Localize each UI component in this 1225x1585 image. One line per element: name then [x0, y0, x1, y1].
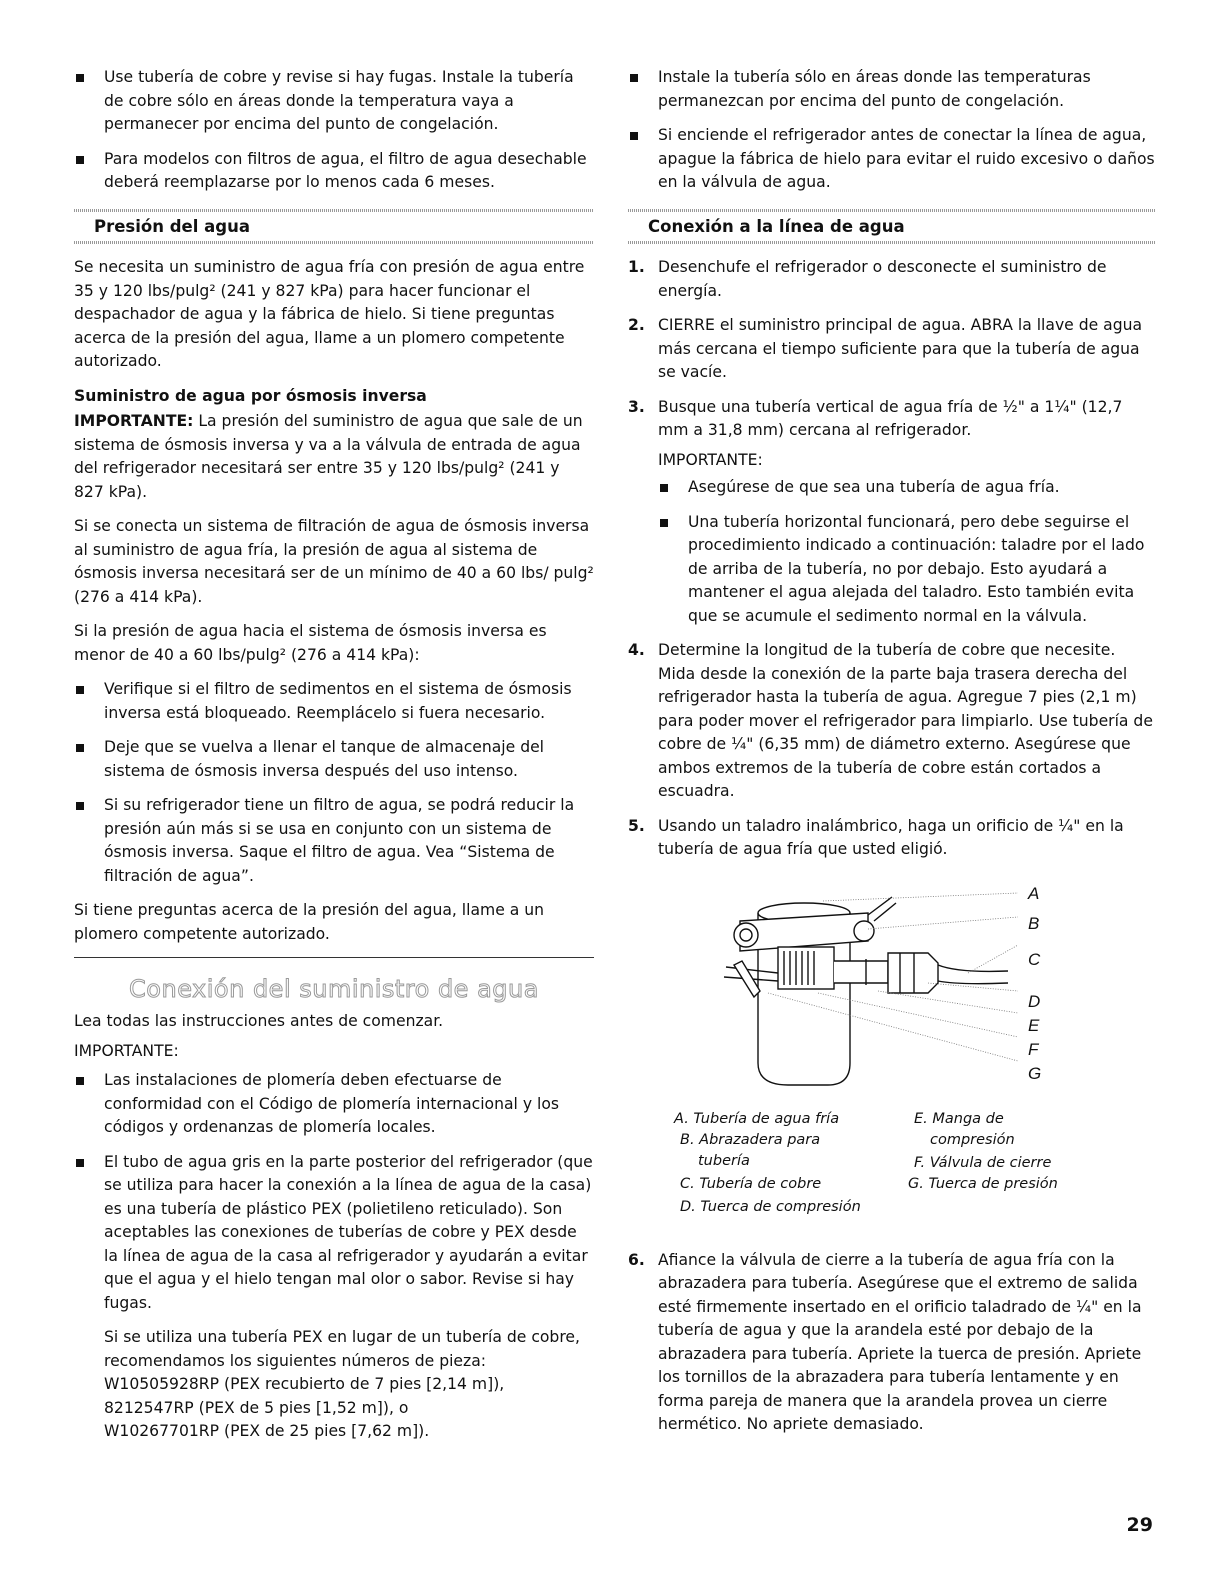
water-pressure-heading: Presión del agua: [74, 209, 594, 243]
ro-paragraph-2: Si se conecta un sistema de filtración de agua de ósmosis inversa al suministro de agua fría, la presión de agua al sistema de ósmosis inversa necesitará ser de un mínimo de 40 a 60 lbs/ pulg² (276 a 414 kPa).: [74, 517, 594, 606]
page-number: 29: [1126, 1514, 1153, 1536]
caption: tubería: [698, 1152, 750, 1169]
list-item: El tubo de agua gris en la parte posterior del refrigerador (que se utiliza para hacer la conexión a la línea de agua de la casa) es una tubería de plástico PEX (polietileno reticulado). Son aceptables las conexiones de tuberías de cobre y PEX desde la línea de agua de la casa al refrigerador y ayudarán a evitar que el agua y el hielo tengan mal olor o sabor. Revise si hay fugas.: [74, 1151, 594, 1316]
list-item: Las instalaciones de plomería deben efectuarse de conformidad con el Código de plomería internacional y los códigos y ordenanzas de plomería locales.: [74, 1069, 594, 1140]
shutoff-valve: [778, 947, 834, 989]
step-item: [628, 639, 1156, 804]
step-item: [628, 1249, 1156, 1437]
steps-list-c: [628, 1249, 1156, 1437]
step3-bullet-list: [658, 476, 1156, 628]
important-bullet-list: [74, 1069, 594, 1315]
caption: B. Abrazadera para: [680, 1131, 821, 1148]
callout-letter: B: [1028, 913, 1040, 933]
steps-list-b: [628, 639, 1156, 862]
list-item: Si su refrigerador tiene un filtro de agua, se podrá reducir la presión aún más si se usa en conjunto con un sistema de ósmosis inversa. Saque el filtro de agua. Vea “Sistema de filtración de agua”.: [74, 794, 594, 888]
list-item: Verifique si el filtro de sedimentos en el sistema de ósmosis inversa está bloqueado. Reemplácelo si fuera necesario.: [74, 678, 594, 725]
step-number: 5.: [628, 816, 645, 835]
step-text: Afiance la válvula de cierre a la tubería de agua fría con la abrazadera para tubería. Asegúrese que el extremo de salida esté firmemente insertado en el orificio taladrado de ¼" en la tubería de agua y que la arandela esté por debajo de la abrazadera para tubería. Apriete la tuerca de presión. Apriete los tornillos de la abrazadera para tubería lentamente y en forma pareja de manera que la arandela provea un cierre hermético. No apriete demasiado.: [658, 1250, 1142, 1433]
step-text: Busque una tubería vertical de agua fría de ½" a 1¼" (12,7 mm a 31,8 mm) cercana al refrigerador.: [658, 397, 1123, 439]
ro-paragraph-3: Si la presión de agua hacia el sistema de ósmosis inversa es menor de 40 a 60 lbs/pulg² (276 a 414 kPa):: [74, 622, 547, 664]
pex-part: W10267701RP (PEX de 25 pies [7,62 m]).: [104, 1422, 430, 1440]
list-item: Una tubería horizontal funcionará, pero debe seguirse el procedimiento indicado a continuación: taladre por el lado de arriba de la tubería, no por debajo. Esto ayudará a mantener el agua alejada del taladro. Esto también evita que se acumule el sedimento normal en la válvula.: [658, 511, 1156, 629]
caption: A. Tubería de agua fría: [674, 1110, 840, 1127]
step-number: 2.: [628, 316, 645, 334]
steps-list-a: [628, 256, 1156, 472]
pex-block: [74, 1326, 594, 1444]
step-text: Desenchufe el refrigerador o desconecte el suministro de energía.: [658, 258, 1107, 300]
compression-nut: [888, 953, 938, 993]
list-item: Instale la tubería sólo en áreas donde las temperaturas permanezcan por encima del punto de congelación.: [628, 66, 1156, 113]
ro-heading: Suministro de agua por ósmosis inversa: [74, 386, 427, 405]
callout-letter: E: [1028, 1015, 1040, 1035]
important-label: IMPORTANTE:: [74, 1041, 179, 1060]
list-item: Para modelos con filtros de agua, el filtro de agua desechable deberá reemplazarse por lo menos cada 6 meses.: [74, 148, 594, 195]
callout-letter: G: [1028, 1063, 1042, 1083]
step-number: 6.: [628, 1250, 645, 1269]
ro-important-paragraph: [74, 410, 594, 504]
list-item: Deje que se vuelva a llenar el tanque de almacenaje del sistema de ósmosis inversa después del uso intenso.: [74, 736, 594, 783]
water-pressure-text: Se necesita un suministro de agua fría con presión de agua entre 35 y 120 lbs/pulg² (241 y 827 kPa) para hacer funcionar el despachador de agua y la fábrica de hielo. Si tiene preguntas acerca de la presión del agua, llame a un plomero competente autorizado.: [74, 258, 585, 370]
callout-letter: D: [1028, 991, 1041, 1011]
ro-important-text: La presión del suministro de agua que sale de un sistema de ósmosis inversa y va a la válvula de entrada de agua del refrigerador necesitará ser entre 35 y 120 lbs/pulg² (241 y 827 kPa).: [74, 412, 583, 501]
caption: G. Tuerca de presión: [908, 1175, 1058, 1192]
list-item: Use tubería de cobre y revise si hay fugas. Instale la tubería de cobre sólo en áreas donde la temperatura vaya a permanecer por encima del punto de congelación.: [74, 66, 594, 137]
right-column: [628, 66, 1156, 1448]
ro-bullet-list: [74, 678, 594, 888]
section-title: Conexión del suministro de agua: [74, 957, 594, 1004]
step-number: 1.: [628, 258, 645, 276]
list-item: Asegúrese de que sea una tubería de agua fría.: [658, 476, 1156, 500]
connection-heading: Conexión a la línea de agua: [628, 209, 1156, 243]
step-text: Determine la longitud de la tubería de cobre que necesite. Mida desde la conexión de la parte baja trasera derecha del refrigerador hasta la tubería de agua. Agregue 7 pies (2,1 m) para poder mover el refrigerador para limpiarlo. Use tubería de cobre de ¼" (6,35 mm) de diámetro externo. Asegúrese que ambos extremos de la tubería de cobre están cortados a escuadra.: [658, 641, 1153, 800]
step3-important-label: IMPORTANTE:: [658, 450, 763, 469]
caption: E. Manga de: [914, 1110, 1004, 1127]
pex-part: W10505928RP (PEX recubierto de 7 pies [2,14 m]),: [104, 1375, 505, 1393]
callout-letter: A: [1028, 883, 1040, 903]
ro-important-label: IMPORTANTE:: [74, 412, 194, 430]
step-item: [628, 314, 1156, 385]
step-number: 4.: [628, 641, 645, 659]
pipe-clamp: [740, 913, 868, 951]
right-intro-bullet-list: [628, 66, 1156, 195]
read-all-text: Lea todas las instrucciones antes de comenzar.: [74, 1012, 444, 1030]
step-text: CIERRE el suministro principal de agua. ABRA la llave de agua más cercana el tiempo suficiente para que la tubería de agua se vacíe.: [658, 316, 1143, 381]
caption: C. Tubería de cobre: [680, 1175, 822, 1192]
ro-closing: Si tiene preguntas acerca de la presión del agua, llame a un plomero competente autorizado.: [74, 901, 545, 943]
callout-letter: F: [1028, 1039, 1039, 1059]
step-item: [628, 396, 1156, 473]
step-text: Usando un taladro inalámbrico, haga un orificio de ¼" en la tubería de agua fría que usted eligió.: [658, 816, 1124, 858]
caption: compresión: [930, 1131, 1015, 1148]
step-item: [628, 815, 1156, 862]
left-column: [74, 66, 594, 1444]
step-number: 3.: [628, 397, 645, 416]
copper-tubing: [834, 961, 888, 983]
step-item: [628, 256, 1156, 303]
shutoff-valve-diagram: [628, 873, 1156, 1103]
pex-paragraph: Si se utiliza una tubería PEX en lugar de un tubería de cobre, recomendamos los siguientes números de pieza:: [104, 1328, 580, 1370]
list-item: Si enciende el refrigerador antes de conectar la línea de agua, apague la fábrica de hielo para evitar el ruido excesivo o daños en la válvula de agua.: [628, 124, 1156, 195]
callout-letter: C: [1028, 949, 1041, 969]
caption: D. Tuerca de compresión: [680, 1198, 861, 1215]
caption: F. Válvula de cierre: [914, 1154, 1052, 1171]
intro-bullet-list: [74, 66, 594, 195]
pex-part: 8212547RP (PEX de 5 pies [1,52 m]), o: [104, 1398, 409, 1417]
figure-captions: [628, 1109, 1156, 1229]
valve-illustration: [628, 873, 1156, 1103]
